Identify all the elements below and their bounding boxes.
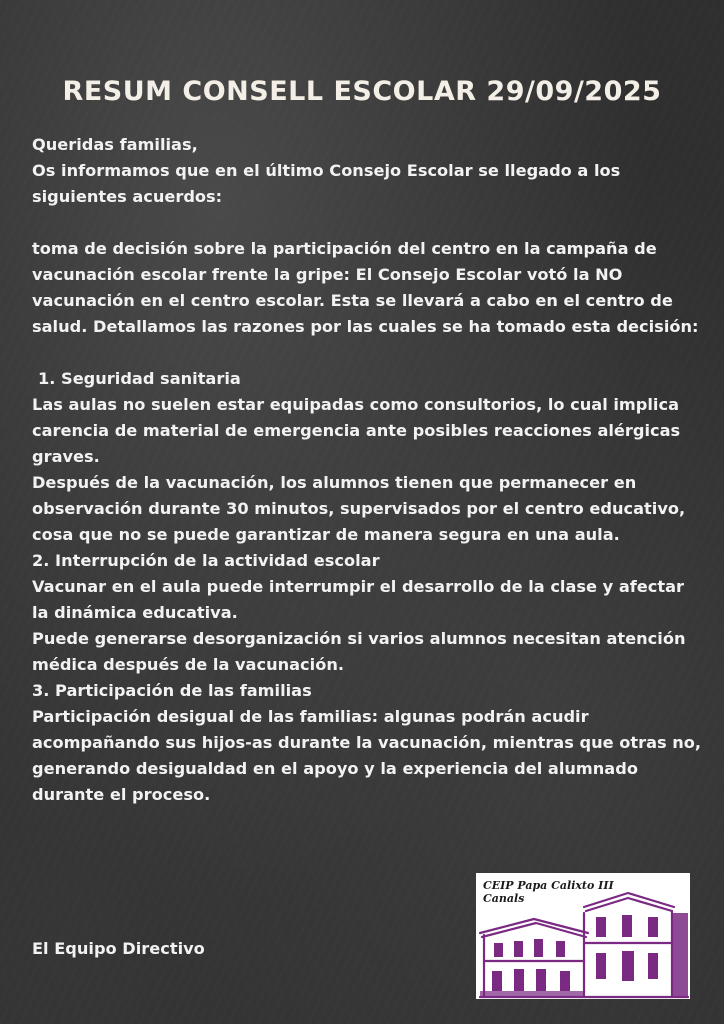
decision-paragraph: toma de decisión sobre la participación del centro en la campaña de vacunación escolar frente la gripe: El Consejo Escolar votó la NO vacunación en el centro escolar. Esta se llevará a cabo en el centro de salud. Detallamos las razones por las cuales se ha tomado esta decisión: [32, 239, 699, 336]
page-title: RESUM CONSELL ESCOLAR 29/09/2025 [62, 76, 662, 107]
logo-school-name: CEIP Papa Calixto III [483, 879, 614, 892]
section-heading: 2. Interrupción de la actividad escolar [32, 551, 380, 570]
logo-town: Canals [483, 892, 525, 905]
greeting: Queridas familias, [32, 135, 198, 154]
section-paragraph: Las aulas no suelen estar equipadas como consultorios, lo cual implica carencia de material de emergencia ante posibles reacciones alérgicas graves. [32, 395, 681, 466]
section-heading: 3. Participación de las familias [32, 681, 312, 700]
section-paragraph: Participación desigual de las familias: algunas podrán acudir acompañando sus hijos-as durante la vacunación, mientras que otras no, generando desigualdad en el apoyo y la experiencia del alumnado durante el proceso. [32, 707, 702, 804]
section-paragraph: Después de la vacunación, los alumnos tienen que permanecer en observación durante 30 minutos, supervisados por el centro educativo, cosa que no se puede garantizar de manera segura en una aula. [32, 473, 686, 544]
section-paragraph: Vacunar en el aula puede interrumpir el desarrollo de la clase y afectar la dinámica educativa. [32, 577, 685, 622]
signature: El Equipo Directivo [32, 939, 205, 958]
school-logo [476, 873, 690, 999]
letter-body [32, 132, 704, 808]
section-heading: 1. Seguridad sanitaria [38, 369, 241, 388]
intro-paragraph: Os informamos que en el último Consejo Escolar se llegado a los siguientes acuerdos: [32, 161, 621, 206]
logo-caption [483, 879, 614, 905]
section-paragraph: Puede generarse desorganización si varios alumnos necesitan atención médica después de la vacunación. [32, 629, 686, 674]
